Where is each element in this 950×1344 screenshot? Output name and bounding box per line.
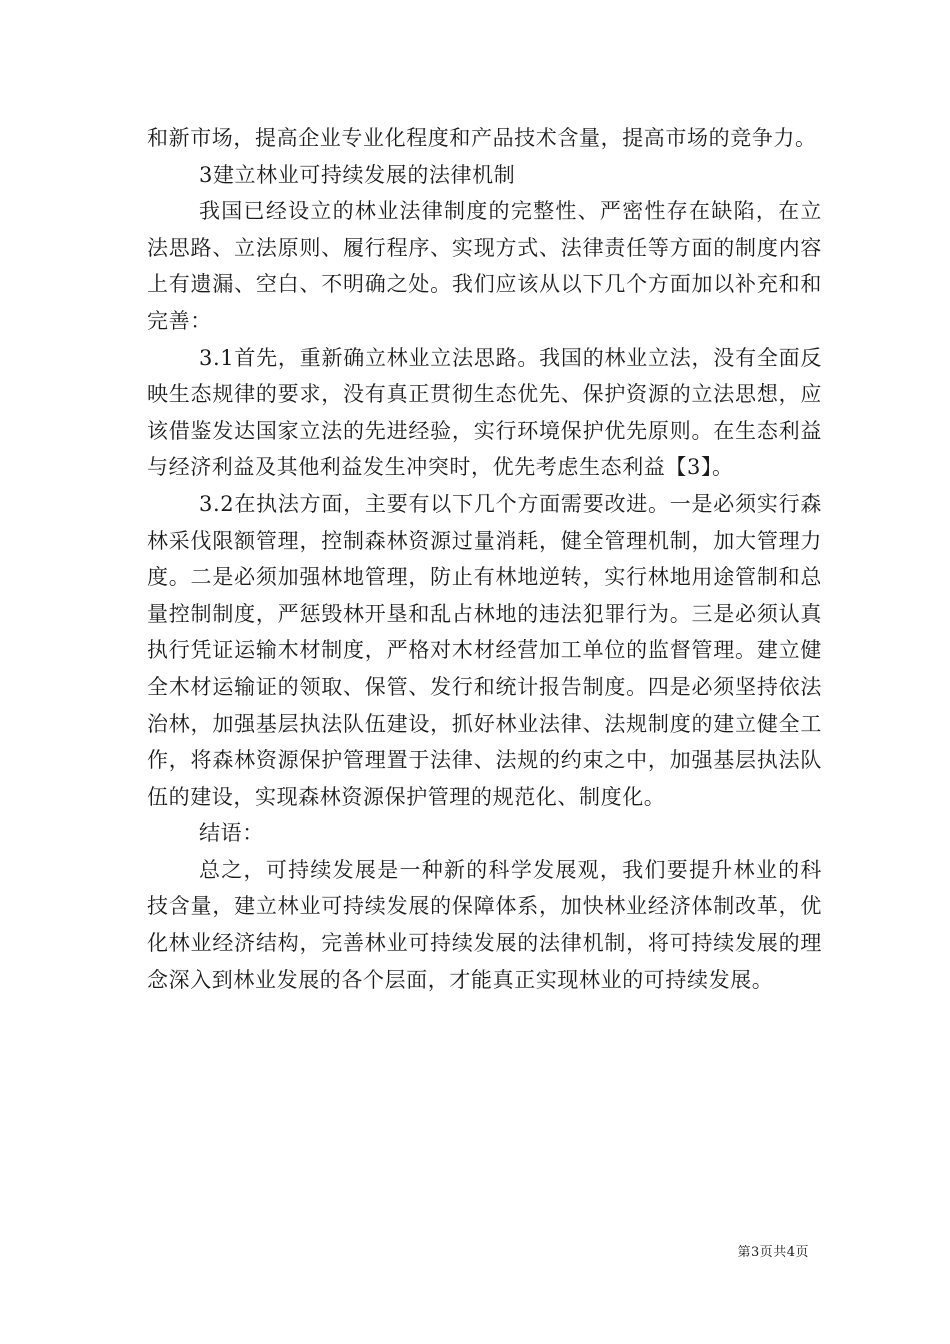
page-number-footer: 第3页共4页 bbox=[737, 1245, 809, 1260]
paragraph-continuation: 和新市场，提高企业专业化程度和产品技术含量，提高市场的竞争力。 bbox=[147, 126, 817, 150]
document-body bbox=[147, 120, 822, 998]
paragraph-3-1-legislation: 3.1首先，重新确立林业立法思路。我国的林业立法，没有全面反映生态规律的要求，没有真正贯彻生态优先、保护资源的立法思想，应该借鉴发达国家立法的先进经验，实行环境保护优先原则。在生态利益与经济利益及其他利益发生冲突时，优先考虑生态利益【3】。 bbox=[147, 345, 822, 480]
paragraph-conclusion: 总之，可持续发展是一种新的科学发展观，我们要提升林业的科技含量，建立林业可持续发展的保障体系，加快林业经济体制改革，优化林业经济结构，完善林业可持续发展的法律机制，将可持续发展的理念深入到林业发展的各个层面，才能真正实现林业的可持续发展。 bbox=[147, 857, 822, 992]
paragraph-legal-defects: 我国已经设立的林业法律制度的完整性、严密性存在缺陷，在立法思路、立法原则、履行程序、实现方式、法律责任等方面的制度内容上有遗漏、空白、不明确之处。我们应该从以下几个方面加以补充和和完善： bbox=[147, 199, 822, 333]
conclusion-heading: 结语： bbox=[199, 821, 264, 846]
section-heading-legal-mechanism: 3建立林业可持续发展的法律机制 bbox=[199, 162, 516, 187]
paragraph-3-2-enforcement: 3.2在执法方面，主要有以下几个方面需要改进。一是必须实行森林采伐限额管理，控制森林资源过量消耗，健全管理机制，加大管理力度。二是必须加强林地管理，防止有林地逆转，实行林地用途管制和总量控制制度，严惩毁林开垦和乱占林地的违法犯罪行为。三是必须认真执行凭证运输木材制度，严格对木材经营加工单位的监督管理。建立健全木材运输证的领取、保管、发行和统计报告制度。四是必须坚持依法治林，加强基层执法队伍建设，抓好林业法律、法规制度的建立健全工作，将森林资源保护管理置于法律、法规的约束之中，加强基层执法队伍的建设，实现森林资源保护管理的规范化、制度化。 bbox=[147, 491, 822, 809]
